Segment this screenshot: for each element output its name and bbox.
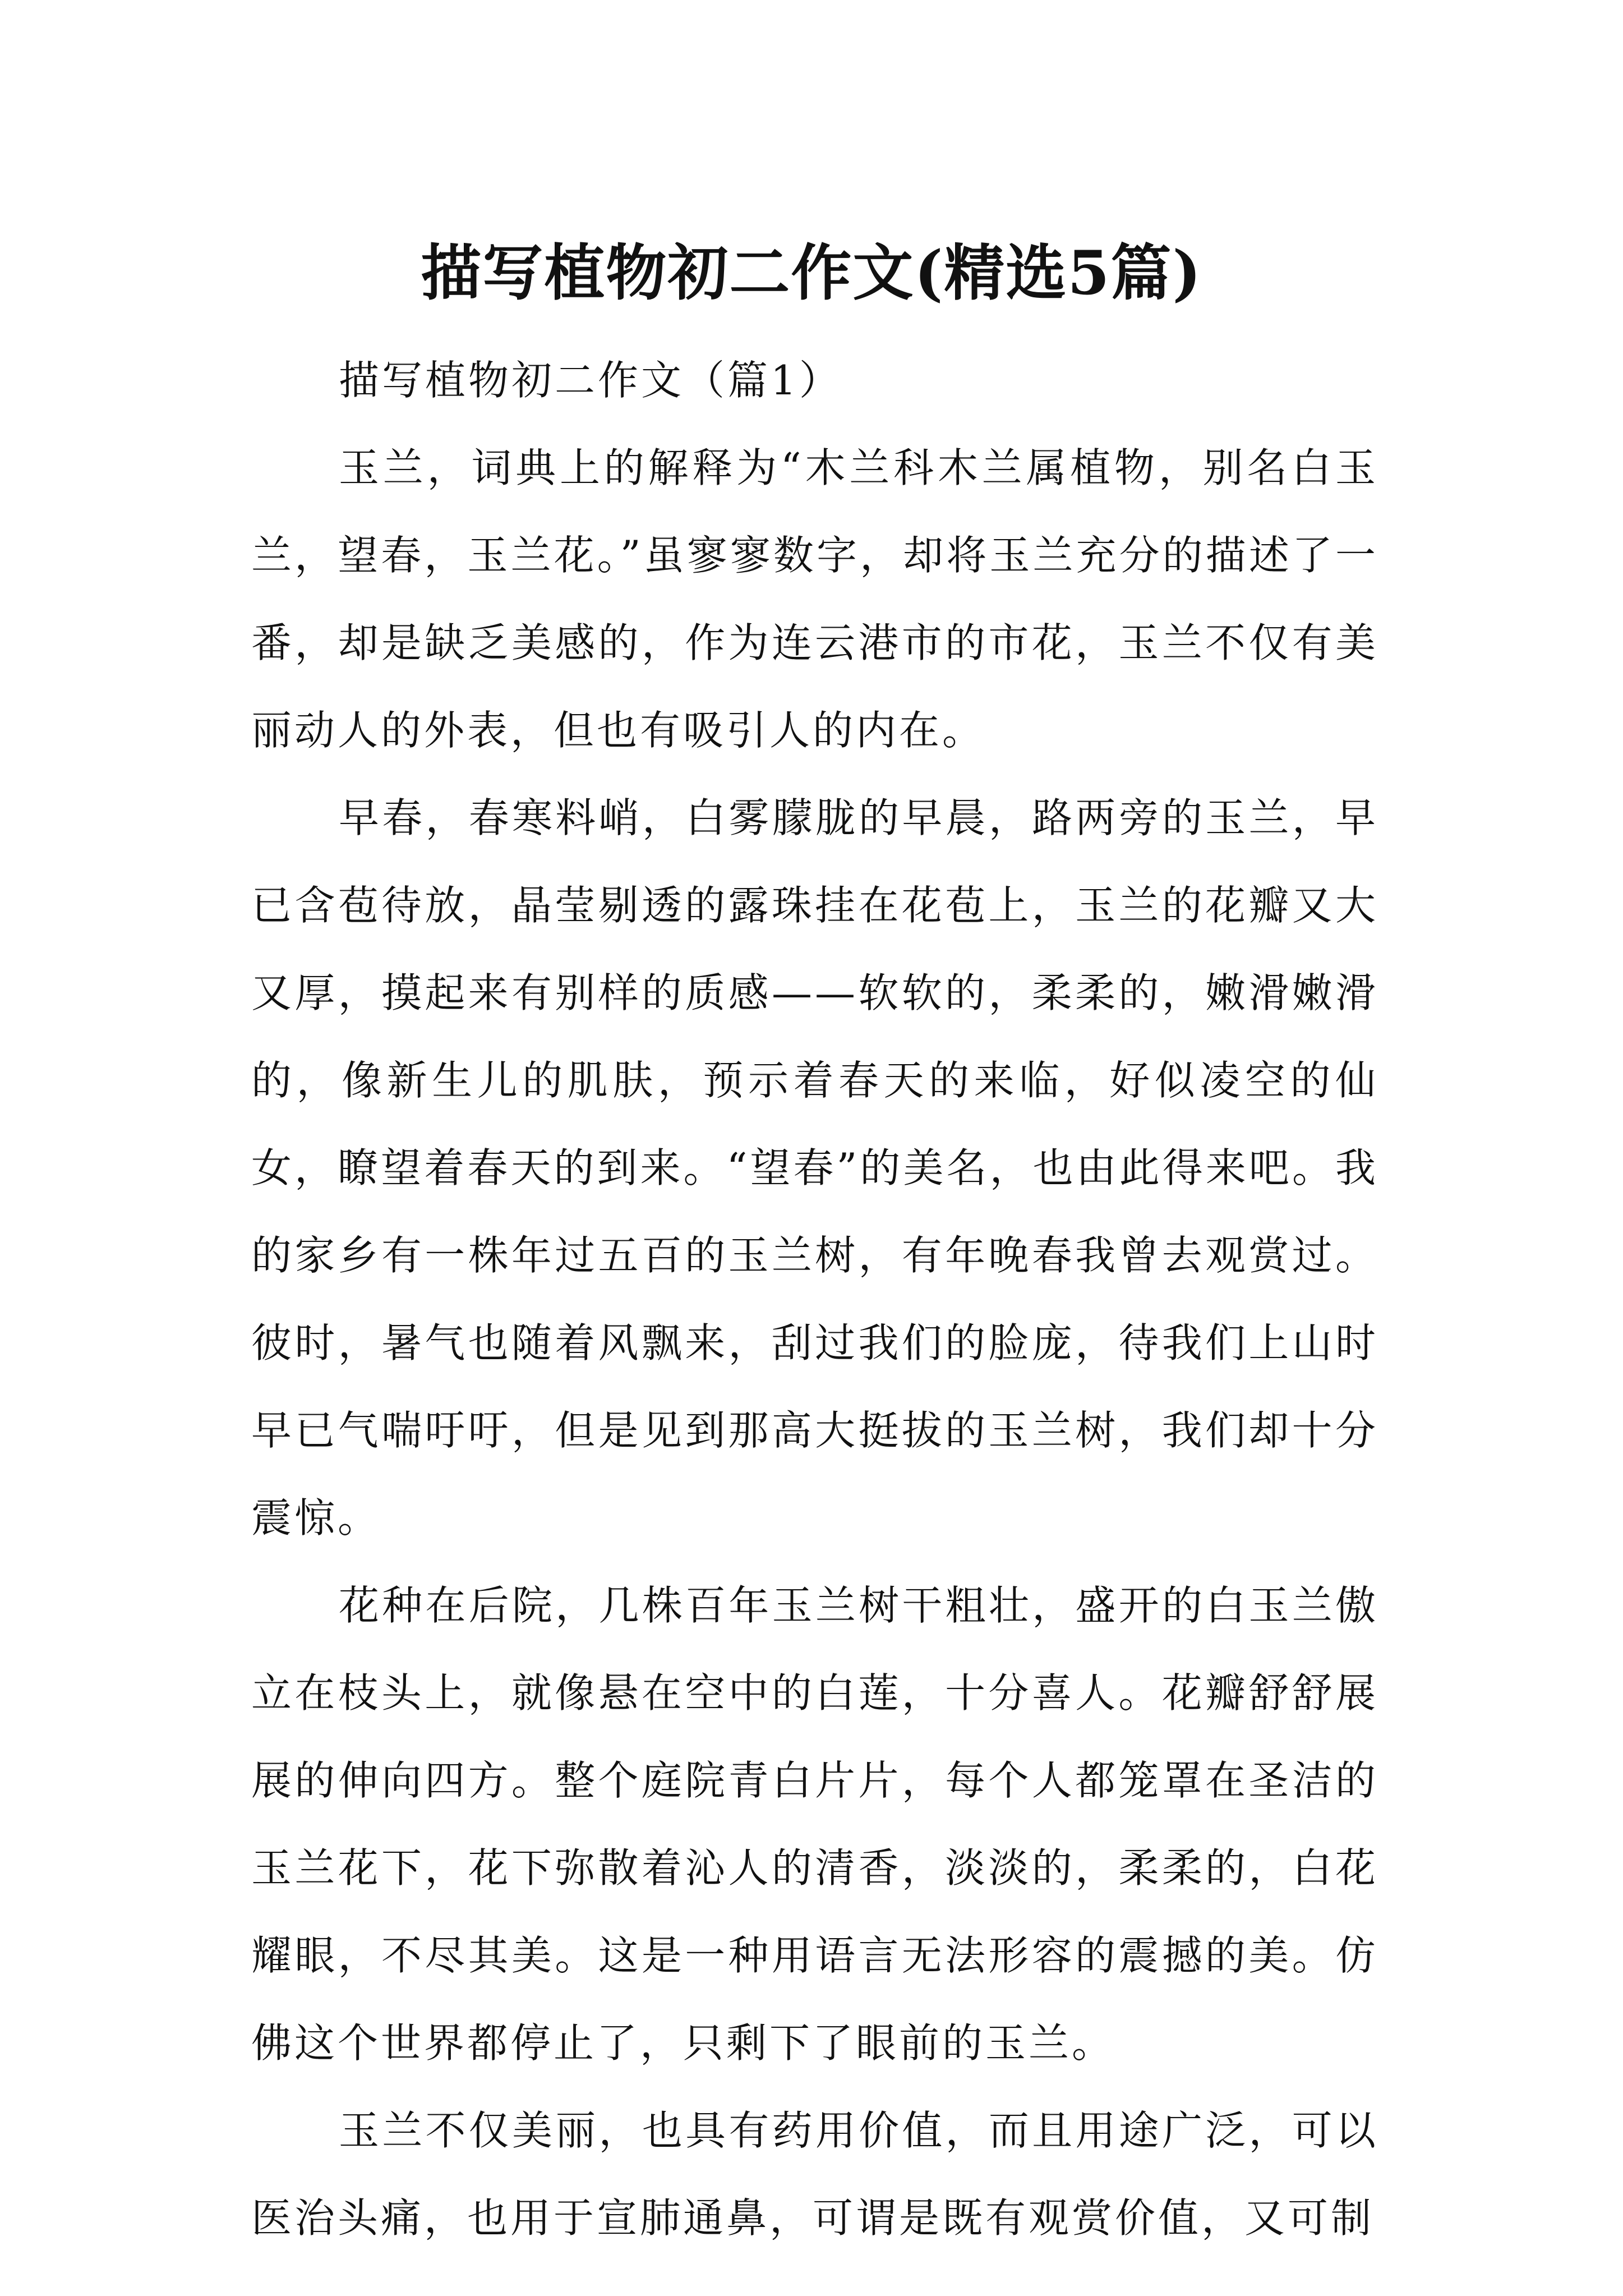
paragraph-3: 花种在后院，几株百年玉兰树干粗壮，盛开的白玉兰傲立在枝头上，就像悬在空中的白莲，十分喜人。花瓣舒舒展展的伸向四方。整个庭院青白片片，每个人都笼罩在圣洁的玉兰花下，花下弥散着沁人的清香，淡淡的，柔柔的，白花耀眼，不尽其美。这是一种用语言无法形容的震撼的美。仿佛这个世界都停止了，只剩下了眼前的玉兰。 [251, 1582, 1378, 2067]
paragraph-2: 早春，春寒料峭，白雾朦胧的早晨，路两旁的玉兰，早已含苞待放，晶莹剔透的露珠挂在花苞上，玉兰的花瓣又大又厚，摸起来有别样的质感——软软的，柔柔的，嫩滑嫩滑的，像新生儿的肌肤，预示着春天的来临，好似凌空的仙女，瞭望着春天的到来。“望春”的美名，也由此得来吧。我的家乡有一株年过五百的玉兰树，有年晚春我曾去观赏过。彼时，暑气也随着风飘来，刮过我们的脸庞，待我们上山时早已气喘吁吁，但是见到那高大挺拔的玉兰树，我们却十分震惊。 [251, 794, 1378, 1542]
document-body [251, 337, 1378, 2262]
paragraph-4: 玉兰不仅美丽，也具有药用价值，而且用途广泛，可以医治头痛，也用于宣肺通鼻，可谓是既有观赏价值，又可制 [251, 2107, 1378, 2242]
paragraph-1: 玉兰，词典上的解释为“木兰科木兰属植物，别名白玉兰，望春，玉兰花。”虽寥寥数字，却将玉兰充分的描述了一番，却是缺乏美感的，作为连云港市的市花，玉兰不仅有美丽动人的外表，但也有吸引人的内在。 [251, 444, 1378, 754]
section-heading: 描写植物初二作文（篇1） [339, 357, 842, 404]
document-title: 描写植物初二作文(精选5篇) [421, 238, 1202, 309]
